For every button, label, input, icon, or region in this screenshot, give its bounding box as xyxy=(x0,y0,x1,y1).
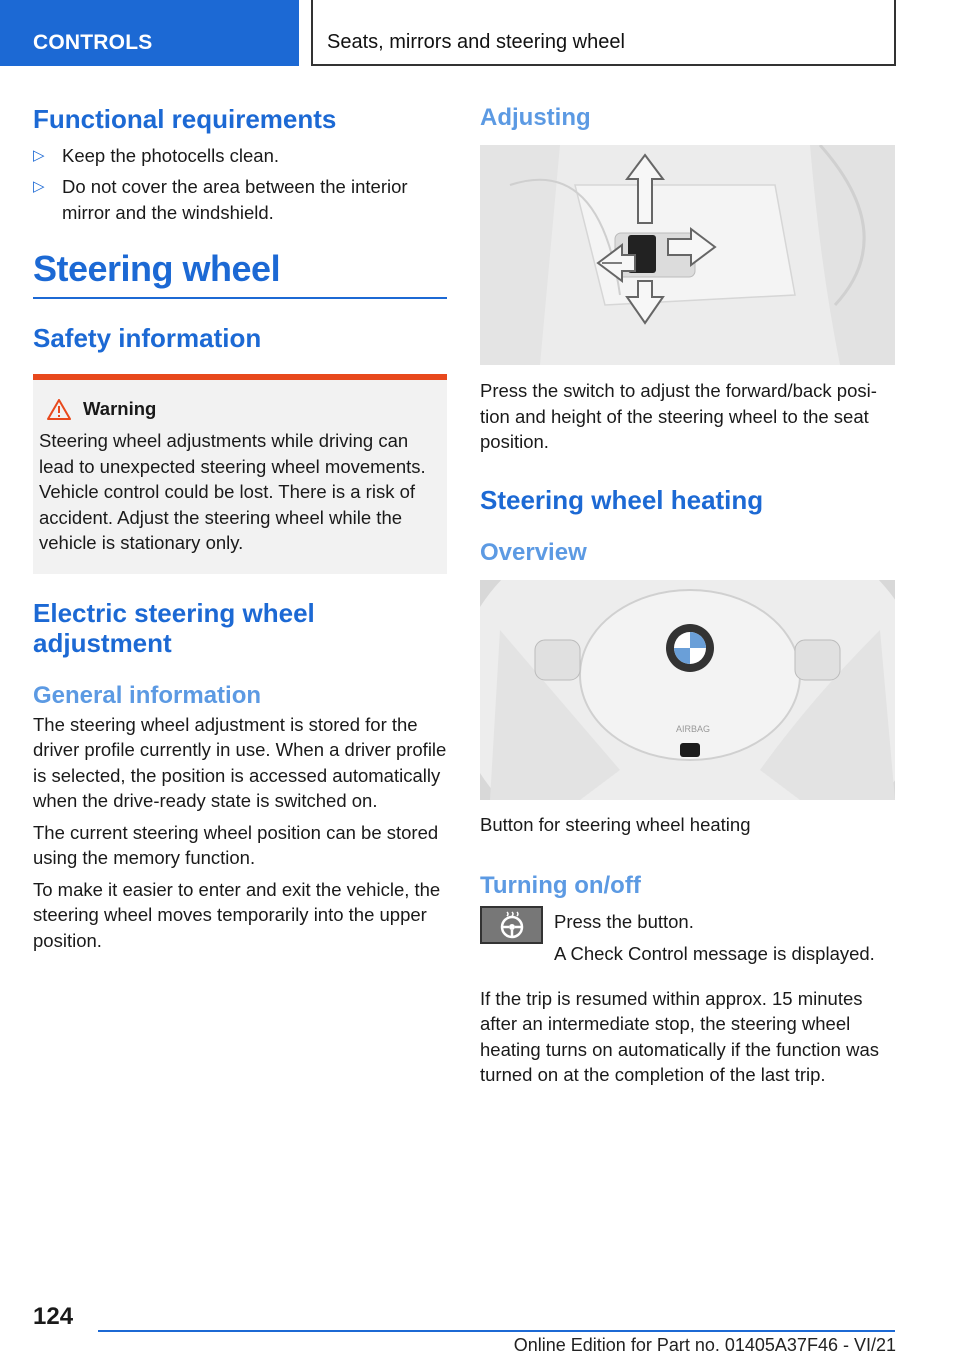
list-item xyxy=(33,143,447,169)
section-tab[interactable]: CONTROLS xyxy=(0,0,299,66)
button-instruction-row xyxy=(480,906,895,970)
overview-caption: Button for steering wheel heating xyxy=(480,813,751,835)
body-paragraph: The steering wheel adjustment is stored for the driver profile currently in use. When a driver profile is selected, the position is accessed automatically when the drive-ready state is switched on. xyxy=(33,713,447,811)
body-paragraph: The current steering wheel position can be stored using the memory function. xyxy=(33,821,439,868)
list-item-text: Do not cover the area between the interior mirror and the windshield. xyxy=(62,176,408,223)
warning-triangle-icon xyxy=(47,399,71,420)
functional-requirements-heading: Functional requirements xyxy=(33,104,337,134)
button-instructions xyxy=(554,906,875,970)
warning-label: Warning xyxy=(83,398,157,419)
footer-edition: Online Edition for Part no. 01405A37F46 - VI/21 xyxy=(513,1335,896,1355)
warning-header xyxy=(47,398,441,420)
adjusting-heading: Adjusting xyxy=(480,104,591,131)
general-information-heading: General information xyxy=(33,681,262,709)
list-item xyxy=(33,174,447,226)
chapter-title: Seats, mirrors and steering wheel xyxy=(311,0,896,66)
warning-text: Steering wheel adjustments while driving can lead to unexpected steering wheel movements. Vehicle control could be lost. There is a risk of accident. Adjust the steering wheel while the vehicle is stationary only. xyxy=(39,430,426,553)
requirements-list xyxy=(33,143,447,226)
turning-on-off-heading: Turning on/off xyxy=(480,871,641,899)
steering-wheel-heading: Steering wheel xyxy=(33,248,447,299)
steering-wheel-heating-heading: Steering wheel heating xyxy=(480,484,764,515)
check-control-text: A Check Control message is displayed. xyxy=(554,942,875,964)
adjustment-switch-illustration xyxy=(480,145,895,365)
adjust-caption: Press the switch to adjust the forward/back position and height of the steering wheel to the seat position. xyxy=(480,380,877,452)
electric-adjustment-heading: Electric steering wheel adjustment xyxy=(33,597,315,658)
overview-heading: Overview xyxy=(480,538,587,566)
footer-divider xyxy=(98,1330,895,1332)
left-column xyxy=(33,100,447,953)
safety-information-heading: Safety information xyxy=(33,323,262,353)
press-button-text: Press the button. xyxy=(554,910,694,932)
right-column xyxy=(480,100,895,1088)
triangle-bullet-icon: ▷ xyxy=(33,147,45,164)
list-item-text: Keep the photocells clean. xyxy=(62,145,280,166)
body-paragraph: To make it easier to enter and exit the vehicle, the steering wheel moves temporarily into the upper position. xyxy=(33,878,441,951)
airbag-label: AIRBAG xyxy=(676,723,711,734)
trip-paragraph: If the trip is resumed within approx. 15 minutes after an intermediate stop, the steering wheel heating turns on automatically if the function was turned on at the completion of the last trip. xyxy=(480,987,880,1085)
triangle-bullet-icon: ▷ xyxy=(33,178,45,195)
page-number: 124 xyxy=(33,1303,74,1330)
steering-wheel-heating-button-icon xyxy=(480,906,543,944)
steering-wheel-illustration xyxy=(480,580,895,800)
warning-box xyxy=(33,374,447,574)
